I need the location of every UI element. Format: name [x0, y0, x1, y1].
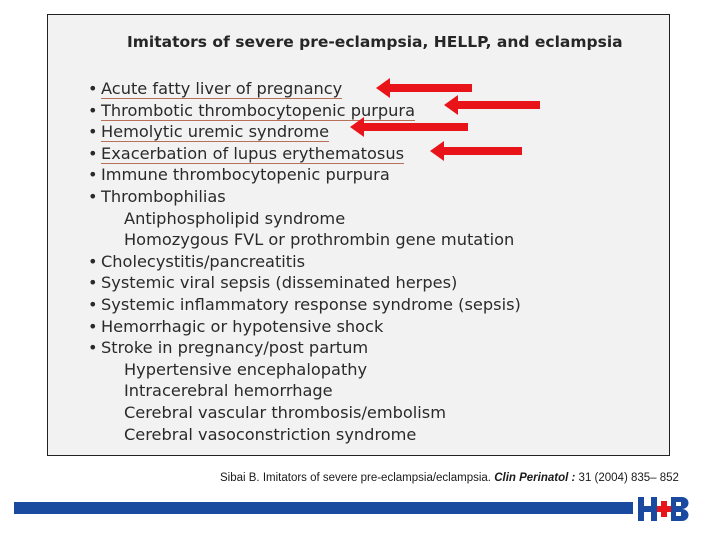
bullet: • — [88, 143, 98, 163]
list-item — [88, 164, 521, 186]
list-item — [88, 316, 521, 338]
bullet: • — [88, 165, 98, 185]
citation — [220, 472, 679, 484]
list-item-text: Exacerbation of lupus erythematosus — [101, 143, 405, 163]
arrow-icon — [444, 94, 540, 116]
list-item-text: Intracerebral hemorrhage — [124, 381, 333, 401]
list-item-text: Thrombophilias — [101, 186, 226, 206]
list-item-text: Systemic viral sepsis (disseminated herpes) — [101, 273, 458, 293]
list-item — [88, 337, 521, 359]
list-item-text: Systemic inflammatory response syndrome (sepsis) — [101, 294, 521, 314]
bullet: • — [88, 338, 98, 358]
sub-list-item — [88, 359, 521, 381]
list-item — [88, 272, 521, 294]
scan-title: Imitators of severe pre-eclampsia, HELLP, and eclampsia — [127, 33, 623, 51]
citation-suffix: 31 (2004) 835– 852 — [575, 472, 679, 484]
list-item-text: Cerebral vasoconstriction syndrome — [124, 424, 417, 444]
list-item — [88, 186, 521, 208]
list-item-text: Hemorrhagic or hypotensive shock — [101, 316, 384, 336]
list-item-text: Immune thrombocytopenic purpura — [101, 165, 390, 185]
sub-list-item — [88, 402, 521, 424]
bullet: • — [88, 316, 98, 336]
sub-list-item — [88, 208, 521, 230]
list-item-text: Hemolytic uremic syndrome — [101, 122, 330, 142]
bullet: • — [88, 294, 98, 314]
citation-prefix: Sibai B. Imitators of severe pre-eclampsia/eclampsia. — [220, 472, 495, 484]
arrow-icon — [350, 116, 468, 138]
list-item-text: Homozygous FVL or prothrombin gene mutation — [124, 230, 515, 250]
bullet: • — [88, 273, 98, 293]
list-item-text: Antiphospholipid syndrome — [124, 208, 346, 228]
list-item-text: Hypertensive encephalopathy — [124, 359, 368, 379]
list-item-text: Cerebral vascular thrombosis/embolism — [124, 402, 447, 422]
bullet: • — [88, 186, 98, 206]
list-item-text: Stroke in pregnancy/post partum — [101, 338, 369, 358]
hb-logo — [636, 494, 694, 524]
list-item-text: Acute fatty liver of pregnancy — [101, 79, 343, 98]
footer-bar — [14, 502, 633, 514]
arrow-icon — [430, 140, 522, 162]
sub-list-item — [88, 380, 521, 402]
list-item — [88, 251, 521, 273]
bullet: • — [88, 122, 98, 142]
list-item — [88, 294, 521, 316]
sub-list-item — [88, 424, 521, 446]
bullet: • — [88, 251, 98, 271]
list-item-text: Thrombotic thrombocytopenic purpura — [101, 100, 416, 120]
citation-journal: Clin Perinatol : — [494, 472, 576, 484]
scanned-table-image — [47, 14, 670, 456]
list-item-text: Cholecystitis/pancreatitis — [101, 251, 306, 271]
bullet: • — [88, 100, 98, 120]
bullet: • — [88, 79, 98, 98]
sub-list-item — [88, 229, 521, 251]
